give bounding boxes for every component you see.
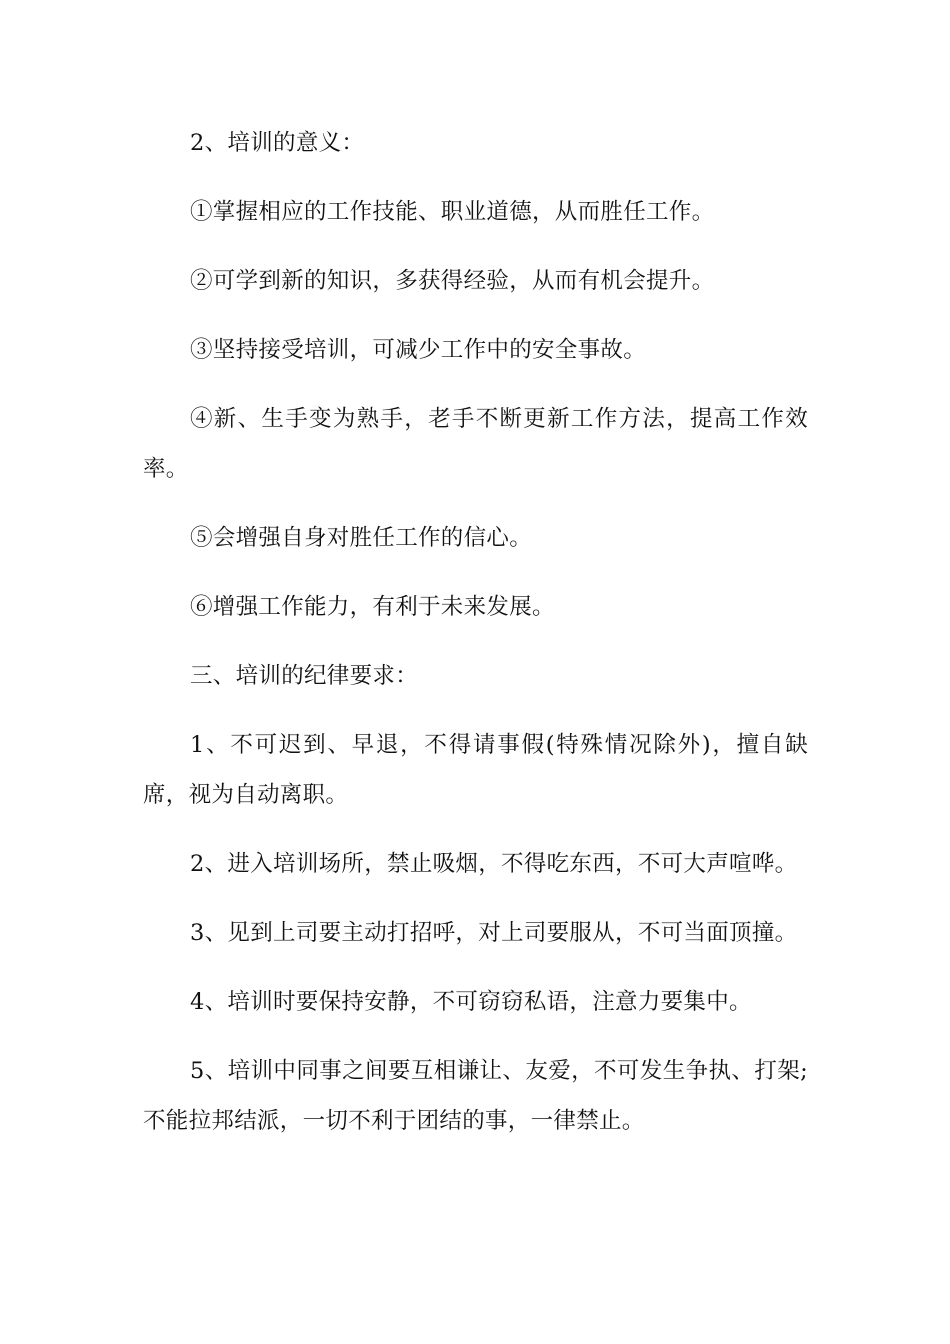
document-body — [143, 118, 808, 1165]
paragraph-meaning-5: ⑤会增强自身对胜任工作的信心。 — [190, 525, 533, 551]
section-heading-discipline: 三、培训的纪律要求： — [190, 663, 419, 689]
paragraph-meaning-1: ①掌握相应的工作技能、职业道德，从而胜任工作。 — [190, 199, 715, 225]
paragraph-meaning-6: ⑥增强工作能力，有利于未来发展。 — [190, 594, 555, 620]
paragraph-rule-4: 4、培训时要保持安静，不可窃窃私语，注意力要集中。 — [190, 989, 752, 1015]
paragraph-meaning-2: ②可学到新的知识，多获得经验，从而有机会提升。 — [190, 268, 715, 294]
paragraph-rule-5: 5、培训中同事之间要互相谦让、友爱，不可发生争执、打架;不能拉邦结派，一切不利于团结的事，一律禁止。 — [143, 1058, 808, 1134]
paragraph-training-meaning-heading: 2、培训的意义： — [190, 130, 365, 156]
paragraph-rule-2: 2、进入培训场所，禁止吸烟，不得吃东西，不可大声喧哗。 — [190, 851, 798, 877]
paragraph-rule-1: 1、不可迟到、早退，不得请事假(特殊情况除外)，擅自缺席，视为自动离职。 — [143, 732, 808, 808]
paragraph-rule-3: 3、见到上司要主动打招呼，对上司要服从，不可当面顶撞。 — [190, 920, 798, 946]
paragraph-meaning-4: ④新、生手变为熟手，老手不断更新工作方法，提高工作效率。 — [143, 406, 808, 482]
paragraph-meaning-3: ③坚持接受培训，可减少工作中的安全事故。 — [190, 337, 647, 363]
